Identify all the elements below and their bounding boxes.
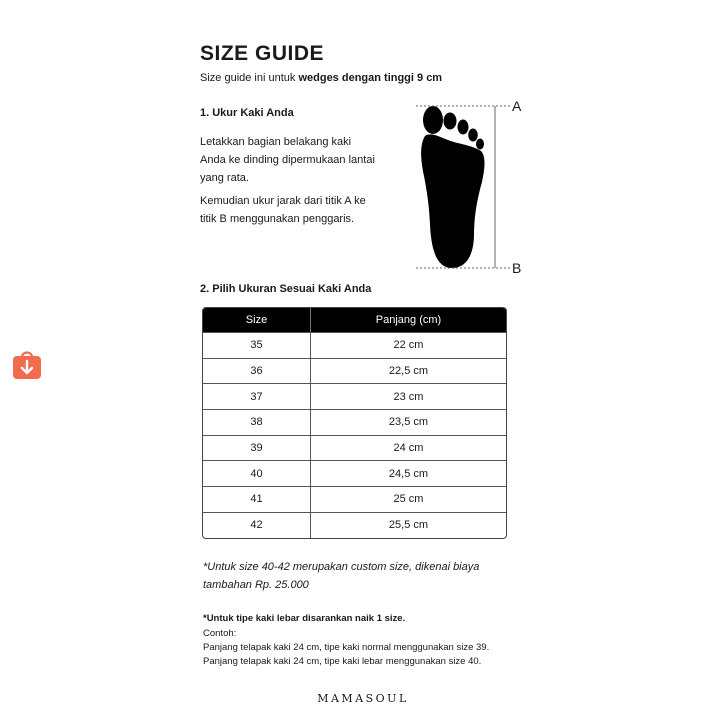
foot-measure-diagram (412, 96, 532, 276)
length-cell: 25 cm (311, 486, 506, 512)
size-cell: 41 (203, 486, 311, 512)
step1-paragraph-2: Kemudian ukur jarak dari titik A ke titik B menggunakan penggaris. (200, 195, 366, 225)
subtitle-prefix: Size guide ini untuk (200, 72, 299, 84)
table-row (203, 460, 506, 486)
table-row (203, 486, 506, 512)
header-size: Size (203, 308, 311, 332)
size-cell: 40 (203, 460, 311, 486)
example-label: Contoh: (203, 628, 237, 639)
table-row (203, 409, 506, 435)
point-b-label: B (512, 260, 522, 276)
page-subtitle (200, 72, 442, 84)
example-line-2: Panjang telapak kaki 24 cm, tipe kaki lebar menggunakan size 40. (203, 656, 482, 667)
length-cell: 25,5 cm (311, 512, 506, 538)
length-cell: 24,5 cm (311, 460, 506, 486)
step2-heading: 2. Pilih Ukuran Sesuai Kaki Anda (200, 283, 372, 295)
size-cell: 39 (203, 435, 311, 461)
length-cell: 22,5 cm (311, 358, 506, 384)
step1-heading: 1. Ukur Kaki Anda (200, 107, 294, 119)
length-cell: 23 cm (311, 383, 506, 409)
header-length: Panjang (cm) (311, 308, 506, 332)
size-cell: 36 (203, 358, 311, 384)
size-table (202, 307, 507, 539)
length-cell: 22 cm (311, 332, 506, 358)
length-cell: 24 cm (311, 435, 506, 461)
custom-size-note: *Untuk size 40-42 merupakan custom size, dikenai biaya tambahan Rp. 25.000 (203, 561, 480, 591)
subtitle-bold: wedges dengan tinggi 9 cm (298, 72, 443, 84)
page-title: SIZE GUIDE (200, 42, 325, 65)
shopping-bag-download-icon[interactable] (12, 348, 42, 380)
table-row (203, 383, 506, 409)
wide-foot-note: *Untuk tipe kaki lebar disarankan naik 1 size. (203, 613, 406, 624)
table-row (203, 358, 506, 384)
size-cell: 35 (203, 332, 311, 358)
size-cell: 42 (203, 512, 311, 538)
table-row (203, 435, 506, 461)
example-line-1: Panjang telapak kaki 24 cm, tipe kaki normal menggunakan size 39. (203, 642, 490, 653)
size-cell: 38 (203, 409, 311, 435)
table-row (203, 332, 506, 358)
table-header-row (203, 308, 506, 332)
table-row (203, 512, 506, 538)
step1-paragraph-1: Letakkan bagian belakang kaki Anda ke dinding dipermukaan lantai yang rata. (200, 136, 375, 184)
length-cell: 23,5 cm (311, 409, 506, 435)
size-cell: 37 (203, 383, 311, 409)
foot-sole-icon (412, 96, 532, 276)
brand-logo: MAMASOUL (317, 692, 409, 705)
point-a-label: A (512, 98, 522, 114)
